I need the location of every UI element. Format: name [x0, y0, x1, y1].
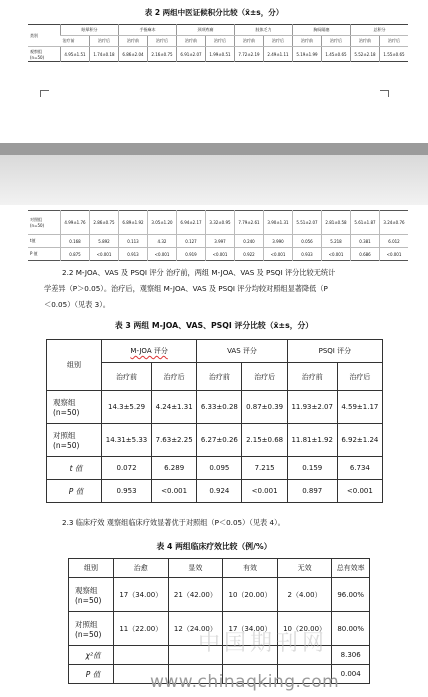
table3-row-label — [47, 424, 102, 457]
table3-cell: 0.953 — [102, 480, 152, 503]
table2-cell: 7.79±2.61 — [235, 211, 264, 235]
table2-cell: 5.19±1.99 — [293, 47, 322, 62]
table3-cell: 14.31±5.33 — [102, 424, 152, 457]
table2-cell: 0.933 — [293, 248, 322, 261]
table3-cell: 6.289 — [152, 457, 197, 480]
row-label-line: 观察组 — [53, 398, 76, 407]
table4-header: 有效 — [223, 559, 278, 578]
table4-row-label — [69, 578, 114, 612]
table2-sub-header: 治疗前 — [235, 36, 264, 47]
table2-cell: 3.24±0.76 — [380, 211, 409, 235]
header-text: M-JOA 评分 — [130, 347, 168, 355]
watermark-cn: 中国期刊网 — [198, 631, 329, 656]
table2-cell: 3.05±1.20 — [148, 211, 177, 235]
table3-cell: 0.87±0.39 — [242, 391, 287, 424]
table2-group-header: 颈项疼痛 — [177, 25, 235, 36]
table3-cell: 11.81±1.92 — [287, 424, 337, 457]
table3-cell: 0.924 — [197, 480, 242, 503]
table2-sub-header: 治疗前 — [61, 36, 90, 47]
table2-sub-header: 治疗后 — [380, 36, 409, 47]
table2-cell: 5.61±1.87 — [351, 211, 380, 235]
table2-group-header: 总积分 — [351, 25, 409, 36]
table2-t-label: t值 — [30, 238, 36, 243]
table4-cell: 10（20.00） — [223, 578, 278, 612]
table2-cell: <0.001 — [264, 248, 293, 261]
table2-group-header: 胸闷隔塞 — [293, 25, 351, 36]
table2-cell: 6.86±2.04 — [119, 47, 148, 62]
table3 — [46, 339, 383, 503]
paragraph-line: 学差异（P＞0.05）。治疗后，观察组 M-JOA、VAS 及 PSQI 评分均较对照组显著降低（P — [44, 284, 328, 293]
row-label-line: 观察组 — [75, 585, 98, 595]
table2-cell: <0.001 — [380, 248, 409, 261]
table3-row-label — [47, 391, 102, 424]
table4 — [68, 558, 370, 684]
table4-cell: 17（34.00） — [223, 612, 278, 646]
table2-cell: 6.91±2.07 — [177, 47, 206, 62]
paragraph-2-2 — [44, 265, 394, 313]
table2-sub-header: 治疗后 — [206, 36, 235, 47]
table2-cell: 1.55±0.65 — [380, 47, 409, 62]
table2-cell: 0.913 — [119, 248, 148, 261]
table2-cell: 2.86±0.75 — [90, 211, 119, 235]
table2-title: 表 2 两组中医证候积分比较（x̄±s，分） — [144, 8, 284, 17]
table2-cell: 1.45±0.65 — [322, 47, 351, 62]
table3-cell: 2.15±0.68 — [242, 424, 287, 457]
row-label-line: 对照组 — [53, 431, 76, 440]
table2-group-header: 肢体乏力 — [235, 25, 293, 36]
table2-group-header: 手指麻木 — [119, 25, 177, 36]
table2-sub-header: 治疗前 — [177, 36, 206, 47]
table3-sub-header: 治疗前 — [287, 363, 337, 391]
table3-cell: 6.734 — [337, 457, 382, 480]
table2-cell: <0.001 — [322, 248, 351, 261]
table2-cell: 7.72±2.19 — [235, 47, 264, 62]
table2-sub-header: 治疗前 — [351, 36, 380, 47]
table2-cell: 6.89±1.92 — [119, 211, 148, 235]
table3-cell: 4.24±1.31 — [152, 391, 197, 424]
table2 — [28, 24, 408, 62]
page-break-shadow — [0, 155, 428, 205]
table2-cell: 6.012 — [380, 235, 409, 248]
table2-sub-header: 治疗后 — [322, 36, 351, 47]
table3-header-vas: VAS 评分 — [197, 340, 287, 363]
table2-cell: 3.990 — [264, 235, 293, 248]
table4-header: 治愈 — [114, 559, 169, 578]
table2-cell: 0.127 — [177, 235, 206, 248]
table4-header: 组别 — [69, 559, 114, 578]
table2-cell: 0.056 — [293, 235, 322, 248]
table3-cell: 14.3±5.29 — [102, 391, 152, 424]
table2-cell: 4.32 — [148, 235, 177, 248]
table2-cell: 0.168 — [61, 235, 90, 248]
page-break-band — [0, 143, 428, 155]
table3-p-label: P 值 — [47, 480, 102, 503]
table2-col-label: 类别 — [28, 25, 61, 47]
table2-row-label — [28, 47, 61, 62]
table4-cell — [114, 646, 169, 665]
table4-chi-value: 8.306 — [332, 646, 370, 665]
table2-sub-header: 治疗后 — [264, 36, 293, 47]
table3-cell: 6.33±0.28 — [197, 391, 242, 424]
table2-cell: 3.90±1.31 — [264, 211, 293, 235]
page-corner-mark — [40, 90, 49, 97]
table2-cell: 2.81±0.58 — [322, 211, 351, 235]
table3-cell: 0.072 — [102, 457, 152, 480]
table3-cell: 4.59±1.17 — [337, 391, 382, 424]
table2-cell: 0.381 — [351, 235, 380, 248]
table3-cell: <0.001 — [242, 480, 287, 503]
table4-title: 表 4 两组临床疗效比较（例/%） — [156, 542, 272, 551]
table2-cell: 5.892 — [90, 235, 119, 248]
table2-sub-header: 治疗后 — [148, 36, 177, 47]
table4-cell: 2（4.00） — [277, 578, 332, 612]
table3-cell: 7.63±2.25 — [152, 424, 197, 457]
table3-group-label: 组别 — [47, 340, 102, 391]
table2-cell: 0.686 — [351, 248, 380, 261]
table4-p-value: 0.004 — [332, 665, 370, 684]
table2-cell: <0.001 — [206, 248, 235, 261]
table2-sub-header: 治疗后 — [90, 36, 119, 47]
table2-cell: 4.95±1.51 — [61, 47, 90, 62]
table2-continued — [28, 210, 408, 261]
row-label-line: 观察组 — [30, 48, 42, 54]
table4-chi-label: χ²值 — [69, 646, 114, 665]
table2-row-label — [28, 211, 61, 235]
row-label-line: (n=50) — [75, 629, 102, 639]
row-label-line: (n=50) — [53, 441, 80, 450]
table3-sub-header: 治疗后 — [337, 363, 382, 391]
table2-cell: 3.997 — [206, 235, 235, 248]
table2-cell: 4.99±1.76 — [61, 211, 90, 235]
paragraph-line: 2.2 M-JOA、VAS 及 PSQI 评分 治疗前，两组 M-JOA、VAS 及 PSQI 评分比较无统计 — [62, 268, 336, 277]
table2-group-header: 眩晕积分 — [61, 25, 119, 36]
row-label-line: 对照组 — [75, 619, 98, 629]
table4-cell: 17（34.00） — [114, 578, 169, 612]
row-label-line: (n=50) — [30, 223, 45, 228]
table3-title: 表 3 两组 M-JOA、VAS、PSQI 评分比较（x̄±s，分） — [114, 321, 314, 330]
table4-cell: 21（42.00） — [168, 578, 223, 612]
table3-sub-header: 治疗前 — [197, 363, 242, 391]
table2-cell: 0.875 — [61, 248, 90, 261]
table2-cell: 0.113 — [119, 235, 148, 248]
table3-header-mjoa — [102, 340, 197, 363]
row-label-line: (n=50) — [30, 54, 45, 60]
table4-cell: 80.00% — [332, 612, 370, 646]
table3-t-label: t 值 — [47, 457, 102, 480]
row-label-line: (n=50) — [53, 408, 80, 417]
table3-cell: 0.159 — [287, 457, 337, 480]
row-label-line: 对照组 — [30, 217, 42, 222]
table2-cell: 0.240 — [235, 235, 264, 248]
table3-header-psqi: PSQI 评分 — [287, 340, 382, 363]
table2-cell: 1.99±0.51 — [206, 47, 235, 62]
table2-cell: <0.001 — [148, 248, 177, 261]
table3-cell: 7.215 — [242, 457, 287, 480]
table3-sub-header: 治疗后 — [152, 363, 197, 391]
paragraph-line: ＜0.05）（见表 3）。 — [44, 300, 110, 309]
paragraph-2-3: 2.3 临床疗效 观察组临床疗效显著优于对照组（P＜0.05）（见表 4）。 — [62, 518, 285, 527]
page-corner-mark — [380, 90, 389, 97]
table4-cell: 96.00% — [332, 578, 370, 612]
table2-cell: 0.919 — [177, 248, 206, 261]
table4-row-label — [69, 612, 114, 646]
table4-cell: 11（22.00） — [114, 612, 169, 646]
table4-cell: 10（20.00） — [277, 612, 332, 646]
table2-cell: 5.218 — [322, 235, 351, 248]
table3-cell: 0.897 — [287, 480, 337, 503]
table3-cell: 11.93±2.07 — [287, 391, 337, 424]
table3-cell: 6.27±0.26 — [197, 424, 242, 457]
table3-cell: 0.095 — [197, 457, 242, 480]
table2-cell: 6.94±2.17 — [177, 211, 206, 235]
table2-cell: 5.51±2.07 — [293, 211, 322, 235]
table3-cell: 6.92±1.24 — [337, 424, 382, 457]
table4-p-label: P 值 — [69, 665, 114, 684]
table2-cell: 2.49±1.11 — [264, 47, 293, 62]
table3-cell: <0.001 — [152, 480, 197, 503]
table4-header: 显效 — [168, 559, 223, 578]
table2-p-label: P 值 — [30, 251, 38, 256]
table4-header: 总有效率 — [332, 559, 370, 578]
table2-cell: 2.16±0.75 — [148, 47, 177, 62]
table2-cell: 0.922 — [235, 248, 264, 261]
table2-cell: <0.001 — [90, 248, 119, 261]
table3-sub-header: 治疗前 — [102, 363, 152, 391]
table2-sub-header: 治疗前 — [119, 36, 148, 47]
table3-cell: <0.001 — [337, 480, 382, 503]
table4-header: 无效 — [277, 559, 332, 578]
table3-sub-header: 治疗后 — [242, 363, 287, 391]
table2-cell: 1.74±0.18 — [90, 47, 119, 62]
row-label-line: (n=50) — [75, 595, 102, 605]
table2-sub-header: 治疗前 — [293, 36, 322, 47]
table4-cell: 12（24.00） — [168, 612, 223, 646]
table2-cell: 3.32±0.95 — [206, 211, 235, 235]
table2-cell: 5.52±2.18 — [351, 47, 380, 62]
watermark-url: www.chinaqking.com — [150, 672, 340, 692]
